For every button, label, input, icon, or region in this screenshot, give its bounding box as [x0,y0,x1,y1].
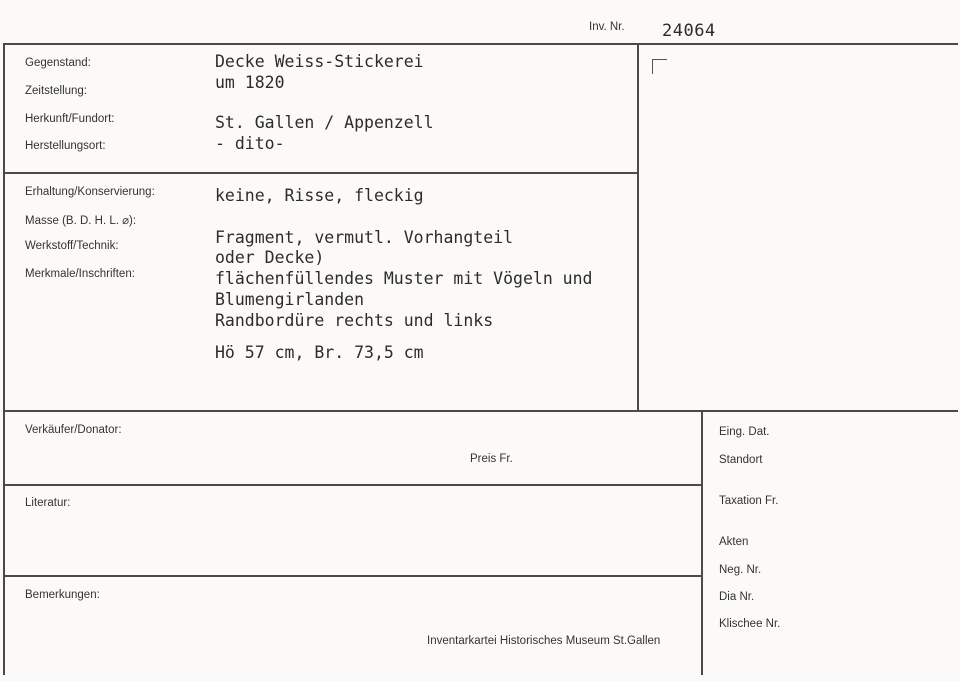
dia-nr-label: Dia Nr. [719,591,755,603]
werkstoff-line: Blumengirlanden [215,290,365,309]
inv-number: 24064 [662,21,716,41]
masse-label: Masse (B. D. H. L. ⌀): [25,215,137,227]
masse-value: Hö 57 cm, Br. 73,5 cm [215,343,424,362]
section-divider-1 [3,172,638,174]
inv-nr-label: Inv. Nr. [589,21,625,33]
photo-corner-mark [652,59,667,74]
werkstoff-line: Fragment, vermutl. Vorhangteil [215,228,514,247]
gegenstand-label: Gegenstand: [25,57,91,69]
merkmale-label: Merkmale/Inschriften: [25,268,135,280]
neg-nr-label: Neg. Nr. [719,564,762,576]
herstellungsort-label: Herstellungsort: [25,140,106,152]
preis-label: Preis Fr. [470,453,513,465]
werkstoff-label: Werkstoff/Technik: [25,240,119,252]
herstellungsort-value: - dito- [215,134,285,153]
herkunft-value: St. Gallen / Appenzell [215,113,434,132]
left-border-line [3,43,5,675]
werkstoff-line: flächenfüllendes Muster mit Vögeln und [215,269,593,288]
herkunft-label: Herkunft/Fundort: [25,113,115,125]
gegenstand-value: Decke Weiss-Stickerei [215,52,424,71]
footer-text: Inventarkartei Historisches Museum St.Gallen [427,635,661,647]
top-border-line [3,43,958,45]
eing-dat-label: Eing. Dat. [719,426,770,438]
werkstoff-line: Randbordüre rechts und links [215,311,494,330]
erhaltung-label: Erhaltung/Konservierung: [25,186,155,198]
literatur-label: Literatur: [25,497,71,509]
image-box-divider [637,43,639,411]
klischee-nr-label: Klischee Nr. [719,618,781,630]
bemerkungen-label: Bemerkungen: [25,589,100,601]
standort-label: Standort [719,454,763,466]
akten-label: Akten [719,536,749,548]
zeitstellung-value: um 1820 [215,73,285,92]
section-divider-4 [3,575,701,577]
side-column-divider [701,410,703,675]
section-divider-3 [3,484,701,486]
erhaltung-value: keine, Risse, fleckig [215,186,424,205]
verkaeufer-label: Verkäufer/Donator: [25,424,122,436]
section-divider-2 [3,410,958,412]
taxation-label: Taxation Fr. [719,495,779,507]
zeitstellung-label: Zeitstellung: [25,85,88,97]
werkstoff-line: oder Decke) [215,248,325,267]
